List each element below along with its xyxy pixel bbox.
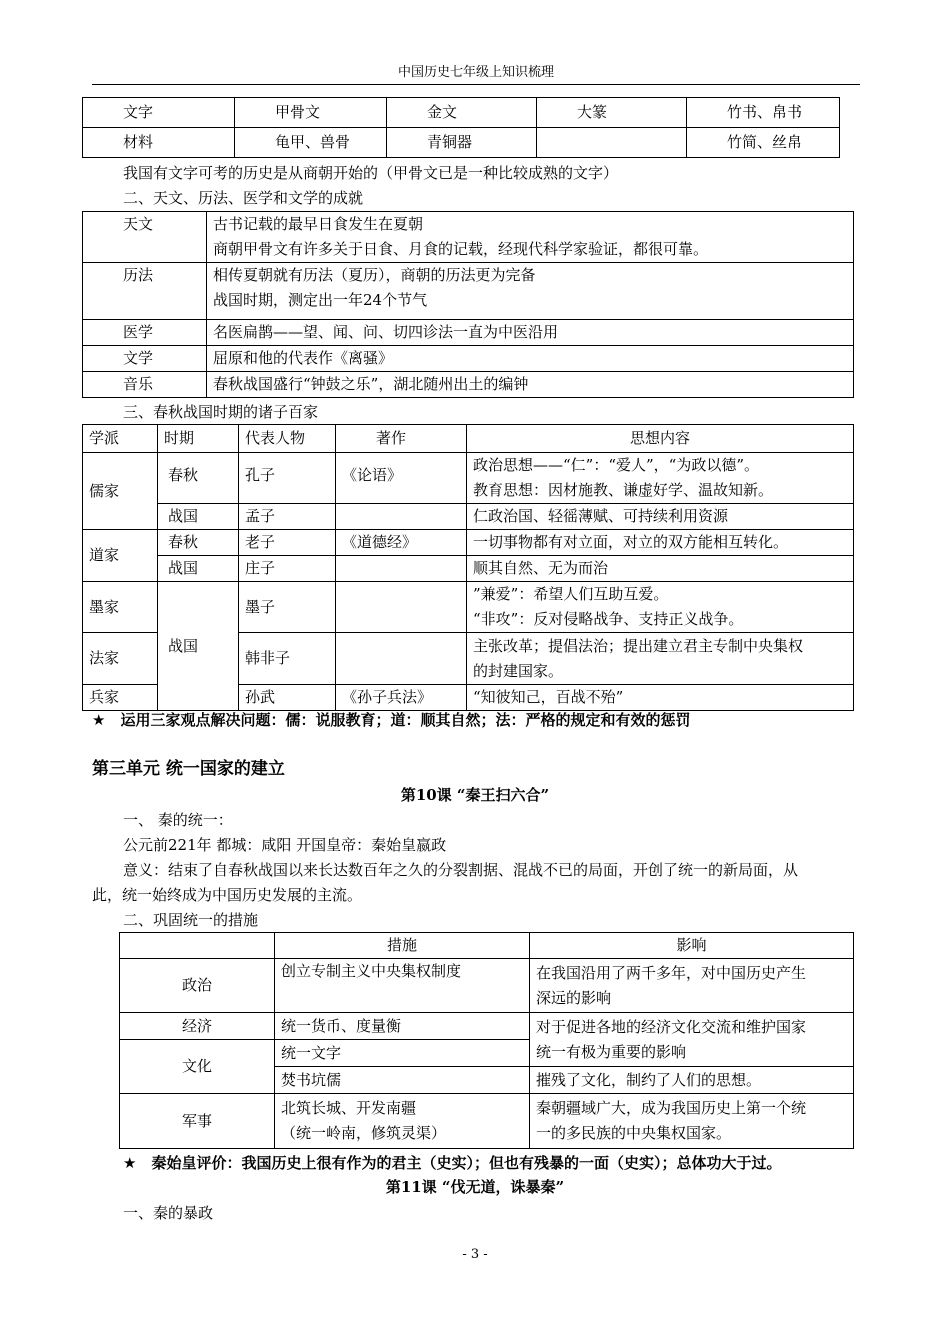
table-row (120, 1013, 854, 1040)
table-cell: 竹简、丝帛 (687, 128, 840, 158)
table-row (83, 346, 854, 372)
measure-cell: 焚书坑儒 (275, 1067, 530, 1094)
period-cell: 战国 (158, 556, 239, 582)
page-number: - 3 - (462, 1247, 488, 1262)
category-cell: 军事 (120, 1094, 275, 1149)
table-cell: 材料 (83, 128, 235, 158)
idea-cell: “知彼知己，百战不殆” (467, 685, 854, 711)
lesson-title: 第10课 “秦王扫六合” (400, 786, 550, 804)
idea-line: 主张改革；提倡法治；提出建立君主专制中央集权 (473, 636, 804, 655)
measure-cell: 统一文字 (275, 1040, 530, 1067)
measure-cell: 统一货币、度量衡 (275, 1013, 530, 1040)
table-cell: 金文 (387, 98, 537, 128)
effect-cell (530, 1094, 854, 1149)
table-cell: 甲骨文 (235, 98, 387, 128)
idea-cell: 顺其自然、无为而治 (467, 556, 854, 582)
star-note: ★ 秦始皇评价：我国历史上很有作为的君主（史实）；但也有残暴的一面（史实）；总体功大于过。 (123, 1154, 782, 1172)
table-row (83, 212, 854, 263)
effect-cell: 摧残了文化，制约了人们的思想。 (530, 1067, 854, 1094)
person-cell: 韩非子 (239, 633, 336, 685)
category-cell: 经济 (120, 1013, 275, 1040)
section-heading: 一、秦的暴政 (123, 1204, 214, 1222)
idea-cell (467, 582, 854, 633)
period-cell: 春秋 (158, 530, 239, 556)
work-cell: 《孙子兵法》 (336, 685, 467, 711)
effect-line: 一的多民族的中央集权国家。 (536, 1124, 732, 1142)
table-cell: 青铜器 (387, 128, 537, 158)
header-cell: 影响 (530, 933, 854, 959)
table-row (120, 1094, 854, 1149)
content-cell (207, 212, 854, 263)
table-cell (537, 128, 687, 158)
header-cell: 代表人物 (239, 425, 336, 453)
note-text: 我国有文字可考的历史是从商朝开始的（甲骨文已是一种比较成熟的文字） (123, 164, 619, 182)
section-heading: 二、巩固统一的措施 (123, 911, 259, 929)
person-cell: 孟子 (239, 504, 336, 530)
table-row (83, 263, 854, 320)
work-cell (336, 582, 467, 633)
work-cell (336, 504, 467, 530)
content-line: 商朝甲骨文有许多关于日食、月食的记载，经现代科学家验证，都很可靠。 (213, 240, 709, 258)
field-cell: 文学 (83, 346, 207, 372)
person-cell: 墨子 (239, 582, 336, 633)
measures-table (119, 932, 854, 1149)
idea-line: ”兼爱”：希望人们互助互爱。 (473, 585, 669, 603)
table-row (83, 556, 854, 582)
category-cell: 政治 (120, 959, 275, 1013)
table-row (83, 530, 854, 556)
effect-line: 对于促进各地的经济文化交流和维护国家 (536, 1017, 807, 1036)
person-cell: 老子 (239, 530, 336, 556)
table-row (83, 453, 854, 504)
field-cell: 天文 (83, 212, 207, 263)
field-cell: 音乐 (83, 372, 207, 398)
idea-cell (467, 453, 854, 504)
table-row (83, 128, 840, 158)
unit-title: 第三单元 统一国家的建立 (92, 759, 285, 779)
content-cell (207, 263, 854, 320)
work-cell: 《道德经》 (336, 530, 467, 556)
table-row (83, 372, 854, 398)
school-name: 儒家 (83, 453, 158, 530)
table-row (83, 504, 854, 530)
effect-line: 秦朝疆域广大，成为我国历史上第一个统 (536, 1099, 807, 1117)
work-cell (336, 556, 467, 582)
table-row (83, 98, 840, 128)
header-cell (120, 933, 275, 959)
section-heading: 三、春秋战国时期的诸子百家 (123, 403, 319, 421)
idea-line: 教育思想：因材施教、谦虚好学、温故知新。 (473, 481, 774, 499)
idea-cell: 一切事物都有对立面，对立的双方能相互转化。 (467, 530, 854, 556)
writing-table (82, 97, 840, 158)
person-cell: 庄子 (239, 556, 336, 582)
idea-line: 的封建国家。 (473, 661, 564, 680)
effect-cell (530, 959, 854, 1013)
person-cell: 孙武 (239, 685, 336, 711)
category-cell: 文化 (120, 1040, 275, 1094)
measure-cell (275, 1094, 530, 1149)
body-text: 意义：结束了自春秋战国以来长达数百年之久的分裂割据、混战不已的局面，开创了统一的新局面，从 (123, 861, 799, 879)
table-row (120, 959, 854, 1013)
star-note: ★ 运用三家观点解决问题：儒：说服教育；道：顺其自然；法：严格的规定和有效的惩罚 (92, 711, 691, 729)
idea-line: 政治思想——“仁”：“爱人”，“为政以德”。 (473, 456, 760, 474)
table-cell: 龟甲、兽骨 (235, 128, 387, 158)
content-line: 战国时期，测定出一年24个节气 (213, 291, 428, 309)
table-cell: 竹书、帛书 (687, 98, 840, 128)
person-cell: 孔子 (239, 453, 336, 504)
schools-table (82, 424, 854, 711)
idea-line: “非攻”：反对侵略战争、支持正义战争。 (473, 610, 744, 628)
effect-line: 深远的影响 (536, 988, 612, 1007)
page-header: 中国历史七年级上知识梳理 (92, 62, 860, 85)
header-cell: 思想内容 (467, 425, 854, 453)
header-cell: 著作 (336, 425, 467, 453)
period-cell: 战国 (158, 582, 239, 711)
school-name: 兵家 (83, 685, 158, 711)
achievements-table (82, 211, 854, 398)
header-cell: 措施 (275, 933, 530, 959)
school-name: 道家 (83, 530, 158, 582)
school-name: 墨家 (83, 582, 158, 633)
work-cell (336, 633, 467, 685)
table-header-row (120, 933, 854, 959)
header-cell: 时期 (158, 425, 239, 453)
table-row (83, 320, 854, 346)
table-header-row (83, 425, 854, 453)
content-line: 相传夏朝就有历法（夏历），商朝的历法更为完备 (213, 266, 536, 284)
effect-cell (530, 1013, 854, 1067)
effect-line: 在我国沿用了两千多年，对中国历史产生 (536, 963, 807, 982)
section-heading: 二、天文、历法、医学和文学的成就 (123, 189, 364, 207)
idea-cell: 仁政治国、轻徭薄赋、可持续利用资源 (467, 504, 854, 530)
measure-line: （统一岭南，修筑灵渠） (281, 1124, 447, 1142)
table-cell: 大篆 (537, 98, 687, 128)
content-cell: 春秋战国盛行“钟鼓之乐”，湖北随州出土的编钟 (207, 372, 854, 398)
lesson-title: 第11课 “伐无道，诛暴秦” (385, 1178, 565, 1196)
section-heading: 一、 秦的统一： (123, 811, 233, 829)
school-name: 法家 (83, 633, 158, 685)
content-cell: 屈原和他的代表作《离骚》 (207, 346, 854, 372)
header-cell: 学派 (83, 425, 158, 453)
table-cell: 文字 (83, 98, 235, 128)
period-cell: 战国 (158, 504, 239, 530)
content-line: 古书记载的最早日食发生在夏朝 (213, 215, 424, 233)
work-cell: 《论语》 (336, 453, 467, 504)
body-text: 此，统一始终成为中国历史发展的主流。 (92, 886, 363, 904)
measure-line: 北筑长城、开发南疆 (281, 1099, 417, 1117)
effect-line: 统一有极为重要的影响 (536, 1042, 687, 1061)
idea-cell (467, 633, 854, 685)
body-text: 公元前221年 都城：咸阳 开国皇帝：秦始皇嬴政 (123, 836, 447, 854)
content-cell: 名医扁鹊——望、闻、问、切四诊法一直为中医沿用 (207, 320, 854, 346)
field-cell: 医学 (83, 320, 207, 346)
period-cell: 春秋 (158, 453, 239, 504)
table-row (83, 582, 854, 633)
measure-cell: 创立专制主义中央集权制度 (275, 959, 530, 1013)
field-cell: 历法 (83, 263, 207, 320)
